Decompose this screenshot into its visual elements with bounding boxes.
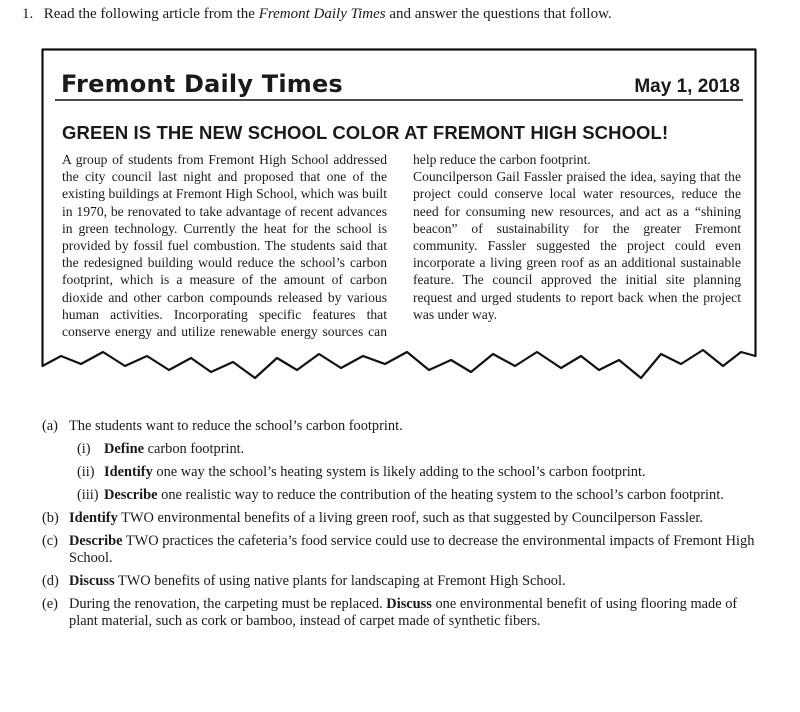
question-intro bbox=[22, 4, 782, 24]
sub-question-text: one realistic way to reduce the contribution of the heating system to the school’s carbon footprint. bbox=[157, 487, 724, 503]
question-a bbox=[42, 418, 762, 435]
task-verb: Discuss bbox=[69, 573, 115, 589]
question-text: TWO benefits of using native plants for landscaping at Fremont High School. bbox=[114, 573, 566, 589]
question-text: TWO environmental benefits of a living green roof, such as that suggested by Councilperson Fassler. bbox=[117, 510, 704, 526]
sub-question-label: (iii) bbox=[77, 487, 99, 503]
sub-question-text: one way the school’s heating system is likely adding to the school’s carbon footprint. bbox=[152, 464, 646, 480]
question-number: 1. bbox=[22, 6, 34, 22]
question-label: (b) bbox=[42, 510, 59, 526]
task-verb: Describe bbox=[104, 487, 158, 503]
article-column-left bbox=[62, 151, 387, 340]
question-a-ii bbox=[42, 464, 762, 481]
intro-text-after: and answer the questions that follow. bbox=[385, 6, 612, 22]
question-b bbox=[42, 510, 762, 527]
task-verb: Define bbox=[104, 441, 144, 457]
sub-question-label: (ii) bbox=[77, 464, 95, 480]
question-a-iii bbox=[42, 487, 762, 504]
question-text-before: During the renovation, the carpeting must be replaced. bbox=[69, 596, 387, 612]
article-headline: GREEN IS THE NEW SCHOOL COLOR AT FREMONT HIGH SCHOOL! bbox=[62, 122, 669, 143]
article-paragraph-1-continued: help reduce the carbon footprint. bbox=[413, 152, 591, 167]
sub-question-text: carbon footprint. bbox=[143, 441, 245, 457]
question-d bbox=[42, 573, 762, 590]
question-list bbox=[42, 418, 762, 636]
question-label: (a) bbox=[42, 418, 58, 434]
task-verb: Identify bbox=[69, 510, 118, 526]
question-e bbox=[42, 596, 762, 630]
question-label: (e) bbox=[42, 596, 58, 612]
task-verb: Identify bbox=[104, 464, 153, 480]
intro-source: Fremont Daily Times bbox=[258, 6, 386, 22]
question-label: (c) bbox=[42, 533, 58, 549]
newspaper-date: May 1, 2018 bbox=[634, 76, 740, 97]
question-text: The students want to reduce the school’s carbon footprint. bbox=[69, 418, 403, 434]
article-column-right bbox=[413, 151, 741, 323]
question-text: TWO practices the cafeteria’s food service could use to decrease the environmental impacts of Fremont High School. bbox=[69, 533, 755, 566]
task-verb: Discuss bbox=[386, 596, 432, 612]
question-text: one environmental benefit of using flooring made of plant material, such as cork or bamboo, instead of carpet made of synthetic fibers. bbox=[69, 596, 738, 629]
question-c bbox=[42, 533, 762, 567]
sub-question-label: (i) bbox=[77, 441, 91, 457]
intro-text-before: Read the following article from the bbox=[43, 6, 259, 22]
article-paragraph-2: Councilperson Gail Fassler praised the idea, saying that the project could conserve local water resources, reduce the need for consuming new resources, and act as a “shining beacon” of sustainability for the greater Fremont community. Fassler suggested the project could even incorporate a living green roof as an additional sustainable feature. The council approved the initial site planning request and urged students to report back when the project was under way. bbox=[413, 169, 741, 322]
question-a-i bbox=[42, 441, 762, 458]
newspaper-title: Fremont Daily Times bbox=[61, 70, 343, 98]
task-verb: Describe bbox=[69, 533, 123, 549]
question-label: (d) bbox=[42, 573, 59, 589]
article-paragraph-1: A group of students from Fremont High School addressed the city council last night and proposed that one of the existing buildings at Fremont High School, which was built in 1970, be renovated to take advantage of recent advances in green technology. Currently the heat for the school is provided by fossil fuel combustion. The students said that the redesigned building would reduce the school’s carbon footprint, which is a measure of the amount of carbon dioxide and other carbon compounds released by various human activities. Incorporating specific features that conserve energy and utilize renewable energy sources can bbox=[62, 152, 387, 340]
